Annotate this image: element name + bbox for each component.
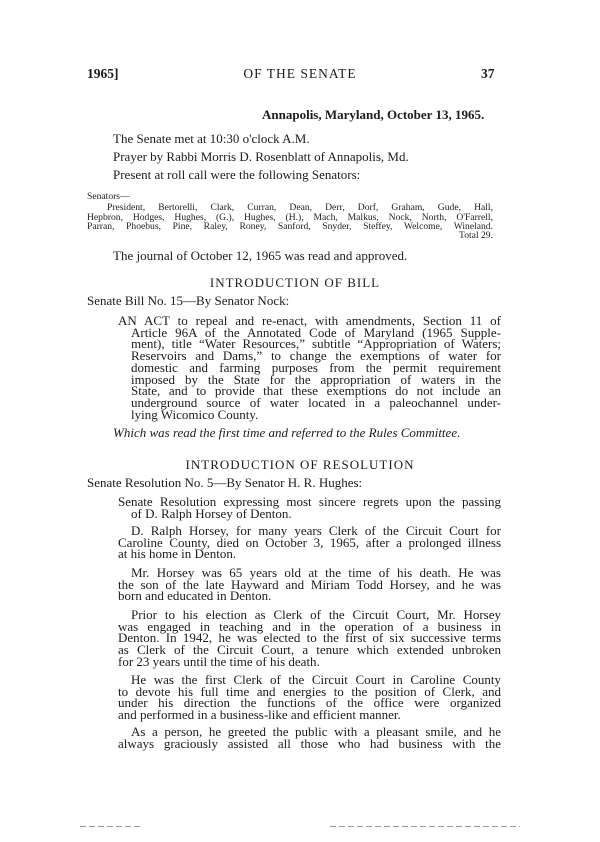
bill-section-heading: INTRODUCTION OF BILL [209, 275, 381, 290]
opening-line: The Senate met at 10:30 o'clock A.M. [113, 131, 310, 146]
resolution-paragraph-line: Mr. Horsey was 65 years old at the time of his death. He was [131, 566, 501, 580]
resolution-paragraph-line: Senate Resolution expressing most sincere regrets upon the passing [118, 495, 501, 509]
opening-line: Prayer by Rabbi Morris D. Rosenblatt of Annapolis, Md. [113, 149, 409, 164]
bill-text-line: lying Wicomico County. [131, 406, 259, 422]
resolution-paragraph-line: the son of the late Hayward and Miriam Todd Horsey, and he was [118, 577, 501, 592]
senators-label: Senators— [87, 191, 130, 202]
opening-line: Present at roll call were the following Senators: [113, 167, 361, 182]
bill-text-line: underground source of water located in a paleochannel under- [131, 395, 501, 410]
header-title: OF THE SENATE [243, 66, 357, 81]
resolution-paragraph-line: for 23 years until the time of his death. [118, 653, 320, 669]
page-number: 37 [481, 66, 495, 81]
bill-text-line: AN ACT to repeal and re-enact, with amendments, Section 11 of [118, 314, 501, 328]
resolution-paragraph-line: Prior to his election as Clerk of the Circuit Court, Mr. Horsey [131, 608, 501, 622]
resolution-paragraph-line: Caroline County, died on October 3, 1965, after a prolonged illness [118, 535, 501, 550]
bill-text-line: Reservoirs and Dams,” to change the exemptions of water for [131, 349, 501, 364]
bill-text-line: State, and to provide that these exemptions do not include an [131, 384, 501, 399]
resolution-paragraph-line: He was the first Clerk of the Circuit Court in Caroline County [131, 673, 501, 687]
scan-edge-line [80, 826, 140, 827]
resolution-paragraph-line: born and educated in Denton. [118, 588, 272, 604]
bill-text-line: ment), title “Water Resources,” subtitle “Appropriation of Waters; [131, 337, 501, 352]
scan-edge-line [330, 826, 520, 827]
resolution-paragraph-line: always graciously assisted all those who had business with the [118, 736, 501, 751]
senators-list-line: Parran, Phoebus, Pine, Raley, Roney, Sanford, Snyder, Steffey, Welcome, Wineland. [87, 222, 493, 232]
senators-total: Total 29. [459, 230, 493, 241]
bill-text-line: domestic and farming purposes from the permit requirement [131, 360, 501, 375]
senators-list-line: President, Bertorelli, Clark, Curran, Dean, Derr, Dorf, Graham, Gude, Hall, [107, 203, 493, 213]
resolution-paragraph-line: Denton. In 1942, he was elected to the first of six successive terms [118, 631, 501, 646]
resolution-paragraph-line: under his direction the functions of the office were organized [118, 696, 501, 711]
resolution-section-heading: INTRODUCTION OF RESOLUTION [185, 457, 415, 472]
resolution-paragraph-line: as Clerk of the Circuit Court, a tenure which extended unbroken [118, 643, 501, 658]
bill-text-line: imposed by the State for the appropriation of waters in the [131, 372, 501, 387]
resolution-paragraph-line: at his home in Denton. [118, 546, 237, 562]
resolution-paragraph-line: and performed in a business-like and efficient manner. [118, 707, 401, 723]
header-year: 1965] [87, 66, 119, 81]
bill-title: Senate Bill No. 15—By Senator Nock: [87, 293, 290, 308]
resolution-paragraph-line: As a person, he greeted the public with a pleasant smile, and he [131, 725, 501, 739]
bill-referral: Which was read the first time and referred to the Rules Committee. [113, 425, 461, 440]
resolution-paragraph-line: was engaged in teaching and in the operation of a business in [118, 619, 501, 634]
resolution-paragraph-line: D. Ralph Horsey, for many years Clerk of the Circuit Court for [131, 524, 501, 538]
bill-text-line: Article 96A of the Annotated Code of Maryland (1965 Supple- [131, 325, 501, 340]
dateline: Annapolis, Maryland, October 13, 1965. [262, 107, 485, 122]
journal-approval: The journal of October 12, 1965 was read and approved. [113, 248, 408, 263]
senators-list-line: Hepbron, Hodges, Hughes, (G.), Hughes, (H.), Mach, Malkus, Nock, North, O'Farrell, [87, 213, 493, 223]
resolution-title: Senate Resolution No. 5—By Senator H. R. Hughes: [87, 475, 363, 490]
resolution-paragraph-line: to devote his full time and energies to the position of Clerk, and [118, 684, 501, 699]
resolution-paragraph-line: of D. Ralph Horsey of Denton. [131, 505, 292, 521]
